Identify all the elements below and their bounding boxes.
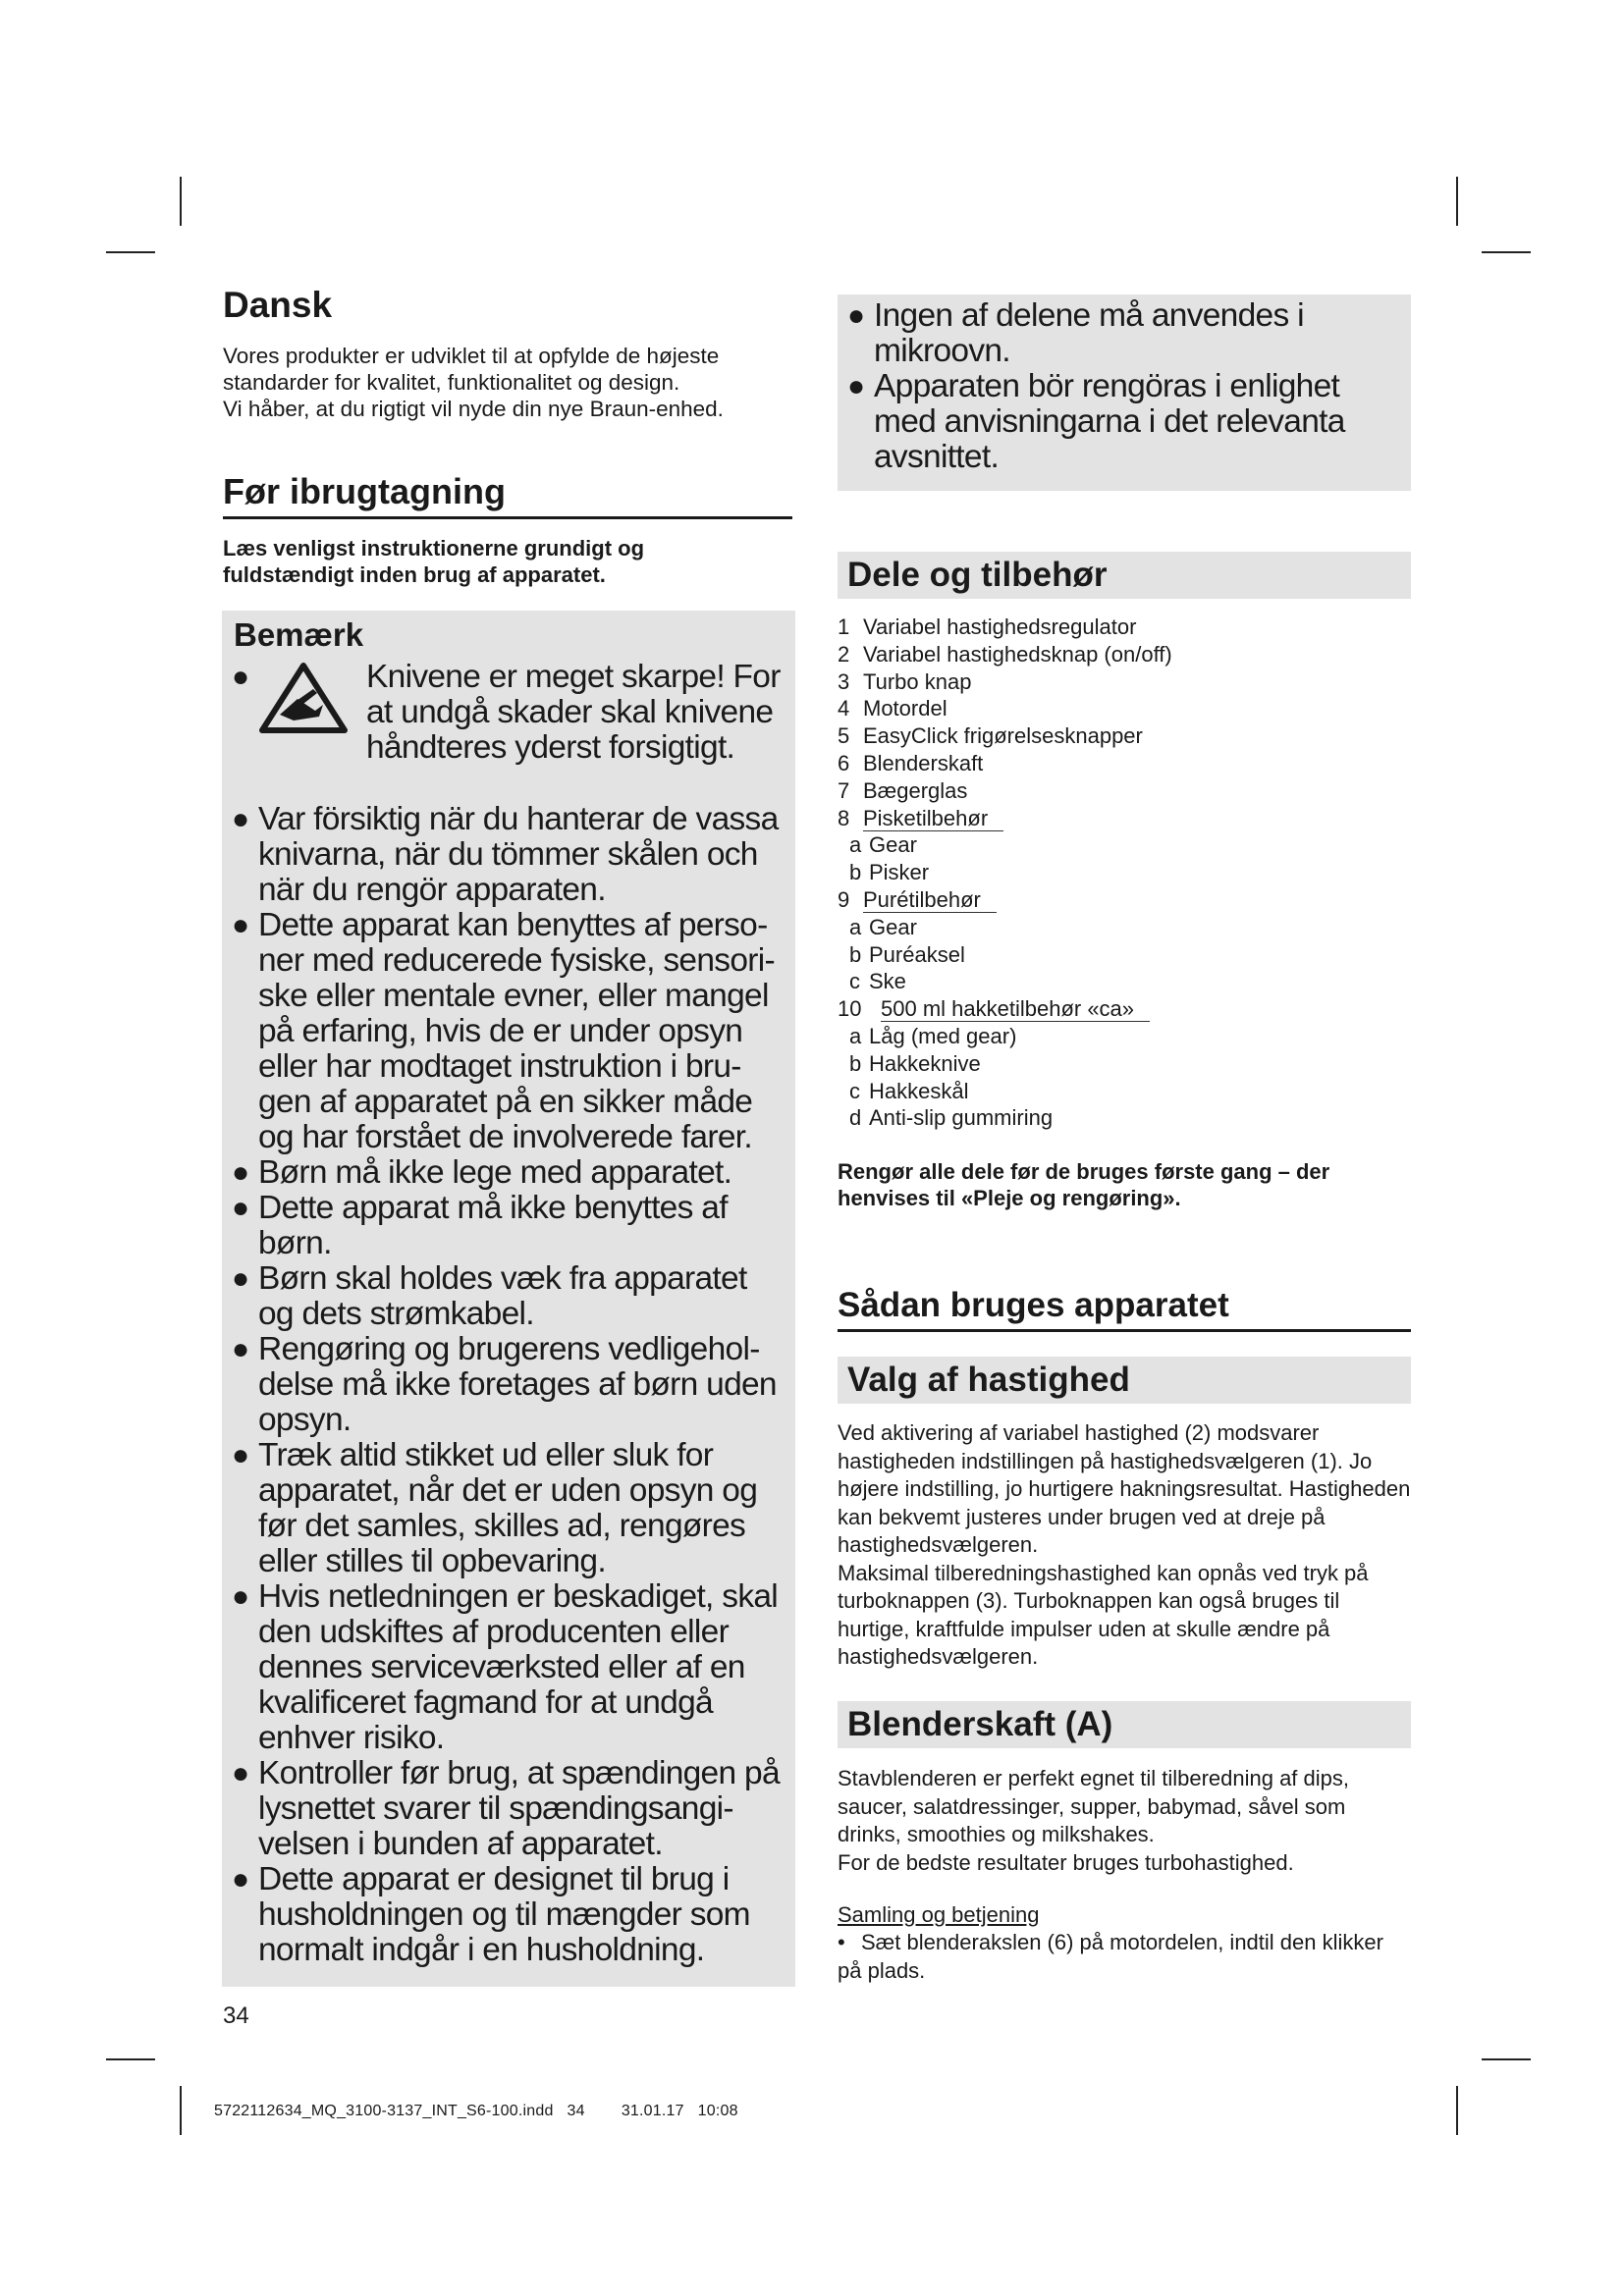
remark-list	[232, 660, 785, 1968]
page-title: Dansk	[223, 285, 333, 325]
remark-item: ● Dette apparat er designet til brug i husholdningen og til mængder som normalt indgår i en husholdning.	[232, 1861, 750, 1968]
part-subitem: a Gear	[849, 914, 917, 939]
crop-mark	[1482, 251, 1531, 253]
remark-item: ● Børn må ikke lege med apparatet.	[232, 1154, 732, 1191]
part-subitem: a Låg (med gear)	[849, 1023, 1017, 1048]
crop-mark	[180, 177, 182, 226]
part-item: 7 Bægerglas	[838, 777, 968, 803]
intro-line: Vores produkter er udviklet til at opfylde de højeste	[223, 344, 720, 368]
remark-item: ● Børn skal holdes væk fra apparatet og dets strømkabel.	[232, 1260, 747, 1332]
remark-item: ● Træk altid stikket ud eller sluk for apparatet, når det er uden opsyn og før det samles, skilles ad, rengøres eller stilles til opbevaring.	[232, 1437, 758, 1579]
remark-item: ● Var försiktig när du hanterar de vassa knivarna, när du tömmer skålen och när du rengör apparaten.	[232, 801, 779, 908]
remark-item: ● Hvis netledningen er beskadiget, skal den udskiftes af producenten eller dennes serviceværksted eller af en kvalificeret fagmand for at undgå enhver risiko.	[232, 1578, 779, 1756]
remark-item	[232, 660, 785, 802]
crop-mark	[1456, 177, 1458, 226]
speed-text: Ved aktivering af variabel hastighed (2) modsvarer hastigheden indstillingen på hastighedsvælgeren (1). Jo højere indstilling, jo hurtigere hakningsresultat. Hastigheden kan bekvemt justeres under brugen ved at dreje på hastighedsvælgeren. Maksimal tilberedningshastighed kan opnås ved tryk på turboknappen (3). Turboknappen kan også bruges til hurtige, kraftfulde impulser uden at skulle ændre på hastighedsvælgeren.	[838, 1420, 1411, 1669]
parts-note: Rengør alle dele før de bruges første gang – der henvises til «Pleje og rengøring».	[838, 1159, 1330, 1210]
remark-item: ● Dette apparat kan benyttes af perso-ner med reducerede fysiske, sensori-ske eller mentale evner, eller mangel på erfaring, hvis de er under opsyn eller har modtaget instruktion i bru-gen af apparatet på en sikker måde og har forstået de involverede farer.	[232, 907, 775, 1155]
remark-item: ● Ingen af delene må anvendes i mikroovn.	[847, 297, 1304, 369]
part-item: 6 Blenderskaft	[838, 750, 984, 775]
remark-item: ● Rengøring og brugerens vedligehol-delse må ikke foretages af børn uden opsyn.	[232, 1331, 777, 1438]
remark-continued-list	[847, 298, 1401, 475]
remark-item: ● Apparaten bör rengöras i enlighet med anvisningarna i det relevanta avsnittet.	[847, 368, 1345, 475]
usage-heading: Sådan bruges apparatet	[838, 1286, 1411, 1332]
part-item: 8 Pisketilbehør	[838, 805, 1411, 832]
part-item: 4 Motordel	[838, 696, 947, 721]
part-subitem: b Hakkeknive	[849, 1050, 981, 1076]
page-number: 34	[223, 2002, 249, 2029]
intro-text	[223, 343, 812, 422]
sharp-blade-warning-text: Knivene er meget skarpe! For at undgå skader skal knivene håndteres yderst forsigtigt.	[366, 659, 781, 766]
bullet-icon: ●	[232, 661, 249, 693]
parts-heading: Dele og tilbehør	[838, 552, 1411, 599]
part-subitem: b Puréaksel	[849, 941, 965, 967]
part-subitem: d Anti-slip gummiring	[849, 1105, 1054, 1131]
bullet-icon: •	[838, 1930, 845, 1954]
crop-mark	[180, 2086, 182, 2135]
assembly-heading: Samling og betjening	[838, 1902, 1040, 1927]
before-use-heading: Før ibrugtagning	[223, 471, 792, 519]
crop-mark	[1482, 2058, 1531, 2060]
blender-text: Stavblenderen er perfekt egnet til tilberedning af dips, saucer, salatdressinger, supper, babymad, såvel som drinks, smoothies og milkshakes. For de bedste resultater bruges turbohastighed.	[838, 1766, 1349, 1875]
remark-box	[222, 611, 795, 1987]
intro-line: standarder for kvalitet, funktionalitet og design.	[223, 370, 680, 395]
blender-heading: Blenderskaft (A)	[838, 1701, 1411, 1748]
part-item: 10 500 ml hakketilbehør «ca»	[838, 995, 1411, 1023]
intro-line: Vi håber, at du rigtigt vil nyde din nye Braun-enhed.	[223, 397, 724, 421]
remark-item: ● Kontroller før brug, at spændingen på lysnettet svarer til spændingsangi-velsen i bunden af apparatet.	[232, 1755, 780, 1862]
speed-heading: Valg af hastighed	[838, 1357, 1411, 1404]
part-item: 9 Purétilbehør	[838, 886, 1411, 914]
part-subitem: c Hakkeskål	[849, 1078, 969, 1103]
part-item: 2 Variabel hastighedsknap (on/off)	[838, 641, 1172, 667]
print-footer: 5722112634_MQ_3100-3137_INT_S6-100.indd 34 31.01.17 10:08	[214, 2103, 738, 2119]
part-item: 1 Variabel hastighedsregulator	[838, 614, 1137, 639]
part-item: 5 EasyClick frigørelsesknapper	[838, 723, 1143, 749]
remark-item: ● Dette apparat må ikke benyttes af børn.	[232, 1190, 728, 1261]
part-subitem: a Gear	[849, 832, 917, 858]
part-subitem: c Ske	[849, 969, 906, 994]
crop-mark	[106, 2058, 155, 2060]
before-use-note: Læs venligst instruktionerne grundigt og fuldstændigt inden brug af apparatet.	[223, 536, 645, 587]
crop-mark	[1456, 2086, 1458, 2135]
crop-mark	[106, 251, 155, 253]
remark-title: Bemærk	[234, 616, 364, 653]
warning-sharp-blade-icon	[258, 660, 366, 766]
remark-continued-box	[838, 294, 1411, 491]
part-item: 3 Turbo knap	[838, 668, 972, 694]
part-subitem: b Pisker	[849, 860, 930, 885]
assembly-item: • Sæt blenderakslen (6) på motordelen, indtil den klikker på plads.	[838, 1930, 1383, 1983]
parts-list	[838, 614, 1411, 1132]
